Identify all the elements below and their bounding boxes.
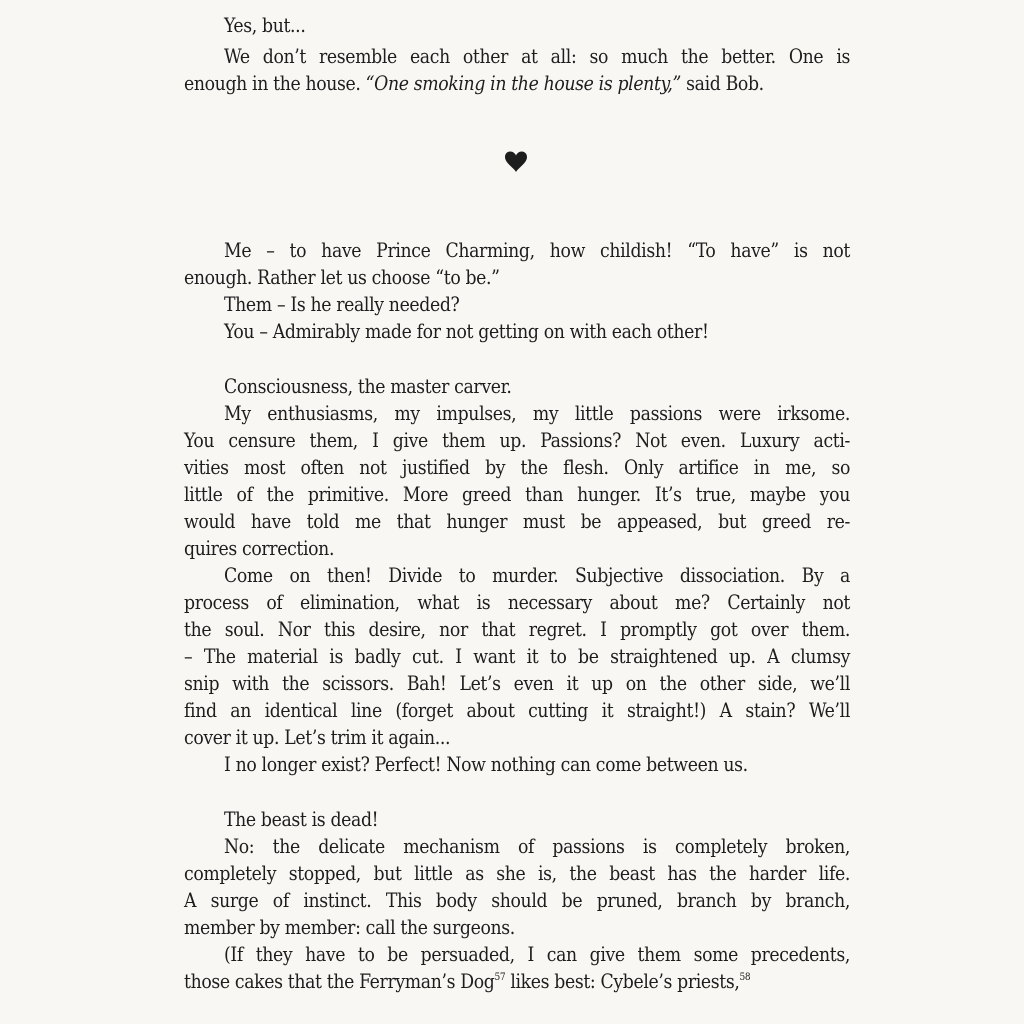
- text-line: The beast is dead!: [224, 808, 379, 831]
- text-line: Me – to have Prince Charming, how childish! “To have” is not: [224, 239, 850, 262]
- text-line: My enthusiasms, my impulses, my little passions were irksome.: [224, 402, 850, 425]
- text-line: little of the primitive. More greed than hunger. It’s true, maybe you: [184, 483, 850, 506]
- footnote-ref[interactable]: 58: [739, 972, 751, 983]
- text-line: Consciousness, the master carver.: [224, 375, 512, 398]
- text-line: Yes, but...: [224, 14, 306, 37]
- text-line: process of elimination, what is necessary about me? Certainly not: [184, 591, 850, 614]
- text-line: [184, 968, 850, 995]
- text-span: enough in the house.: [184, 72, 366, 95]
- text-line: You – Admirably made for not getting on with each other!: [224, 320, 709, 343]
- text-line: find an identical line (forget about cutting it straight!) A stain? We’ll: [184, 699, 850, 722]
- text-line: (If they have to be persuaded, I can give them some precedents,: [224, 943, 850, 966]
- text-line: member by member: call the surgeons.: [184, 916, 515, 939]
- text-line: You censure them, I give them up. Passions? Not even. Luxury acti-: [184, 429, 850, 452]
- text-line: would have told me that hunger must be appeased, but greed re-: [184, 510, 850, 533]
- text-line: [184, 70, 850, 97]
- heart-icon: [504, 150, 528, 174]
- text-line: I no longer exist? Perfect! Now nothing can come between us.: [224, 753, 748, 776]
- text-line: enough. Rather let us choose “to be.”: [184, 266, 500, 289]
- text-line: A surge of instinct. This body should be pruned, branch by branch,: [184, 889, 850, 912]
- text-span: those cakes that the Ferryman’s Dog: [184, 970, 495, 993]
- text-line: cover it up. Let’s trim it again...: [184, 726, 451, 749]
- text-line: Come on then! Divide to murder. Subjective dissociation. By a: [224, 564, 850, 587]
- text-line: the soul. Nor this desire, nor that regret. I promptly got over them.: [184, 618, 850, 641]
- text-line: snip with the scissors. Bah! Let’s even it up on the other side, we’ll: [184, 672, 850, 695]
- text-line: quires correction.: [184, 537, 335, 560]
- text-line: completely stopped, but little as she is, the beast has the harder life.: [184, 862, 850, 885]
- text-line: We don’t resemble each other at all: so much the better. One is: [224, 45, 850, 68]
- footnote-ref[interactable]: 57: [494, 972, 506, 983]
- text-line: No: the delicate mechanism of passions is completely broken,: [224, 835, 850, 858]
- text-line: Them – Is he really needed?: [224, 293, 460, 316]
- text-span: said Bob.: [681, 72, 764, 95]
- text-span: likes best: Cybele’s priests,: [505, 970, 740, 993]
- text-line: vities most often not justified by the flesh. Only artifice in me, so: [184, 456, 850, 479]
- text-line: – The material is badly cut. I want it to be straightened up. A clumsy: [184, 645, 850, 668]
- quote-italic: “One smoking in the house is plenty,”: [365, 72, 681, 95]
